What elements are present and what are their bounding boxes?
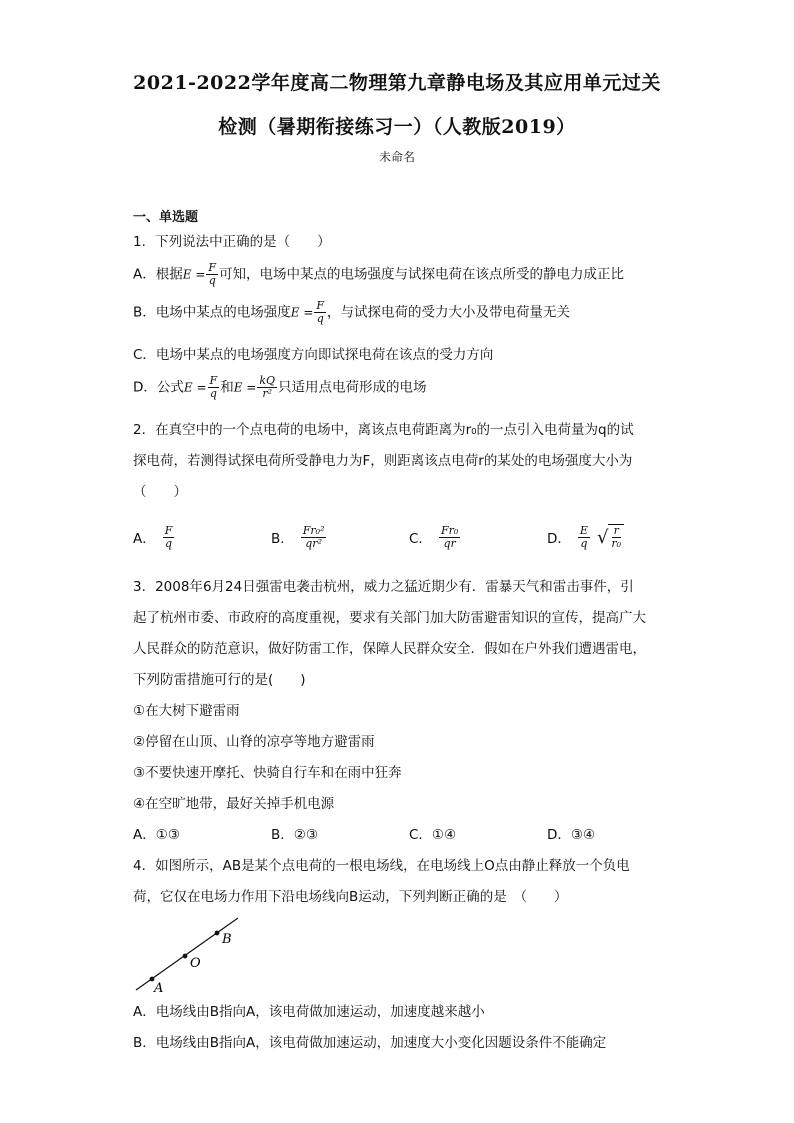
fraction-denominator: q (209, 387, 217, 400)
q4-option-b: B．电场线由B指向A，该电荷做加速运动，加速度大小变化因题设条件不能确定 (133, 1035, 607, 1051)
q1-a-prefix: A．根据 (133, 266, 183, 283)
sqrt-icon: √ (596, 526, 609, 548)
label-o: O (190, 956, 201, 971)
fraction-numerator: kQ (259, 374, 276, 387)
q1-d-eq2-lhs: E = (233, 380, 257, 395)
q2-b-label: B． (271, 531, 294, 547)
q2-c-fraction (439, 525, 460, 550)
q3-option-b: B．②③ (271, 827, 318, 843)
document-title-line1: 2021-2022学年度高二物理第九章静电场及其应用单元过关 (133, 72, 661, 94)
fraction-numerator: Fr₀ (440, 523, 459, 537)
q1-option-c: C．电场中某点的电场强度方向即试探电荷在该点的受力方向 (133, 347, 494, 363)
document-title-line2: 检测（暑期衔接练习一）（人教版2019） (218, 116, 576, 138)
q2-line3: （ ） (133, 484, 187, 500)
document-subtitle: 未命名 (378, 150, 415, 164)
q4-option-a: A．电场线由B指向A，该电荷做加速运动，加速度越来越小 (133, 1004, 485, 1020)
q2-c-label: C． (409, 531, 432, 547)
q2-line1: 2．在真空中的一个点电荷的电场中，离该点电荷距离为r₀的一点引入电荷量为q的试 (133, 422, 634, 438)
q3-line4: 下列防雷措施可行的是( ) (133, 672, 306, 688)
fraction-numerator: F (209, 374, 218, 387)
fraction-denominator: q (208, 274, 216, 287)
q2-options-row (133, 522, 653, 552)
q3-item-1: ①在大树下避雷雨 (133, 703, 240, 719)
fraction-denominator: q (316, 312, 324, 325)
electric-field-line-figure (130, 910, 260, 995)
q4-line1: 4．如图所示，AB是某个点电荷的一根电场线，在电场线上O点由静止释放一个负电 (133, 858, 630, 874)
q1-d-eq1-lhs: E = (183, 380, 207, 395)
q2-d-label: D． (547, 531, 571, 547)
q3-line3: 人民群众的防范意识，做好防雷工作，保障人民群众安全．假如在户外我们遭遇雷电， (133, 641, 646, 657)
q1-b-prefix: B．电场中某点的电场强度 (133, 304, 291, 321)
fraction-denominator: r₀ (611, 537, 622, 550)
q1-d-prefix: D．公式 (133, 379, 184, 396)
q2-d-sqrt (597, 524, 624, 550)
point-b-dot (215, 931, 220, 936)
fraction-numerator: F (316, 299, 325, 312)
q1-d-fraction-2 (257, 375, 277, 400)
q2-a-label: A． (133, 531, 156, 547)
q3-option-d: D．③④ (547, 827, 596, 843)
q3-option-a: A．①③ (133, 827, 180, 843)
fraction-numerator: F (164, 523, 173, 537)
q2-option-c (409, 522, 461, 552)
q2-option-b (271, 522, 327, 552)
q3-line2: 起了杭州市委、市政府的高度重视，要求有关部门加大防雷避雷知识的宣传，提高广大 (133, 610, 646, 626)
q2-a-fraction (163, 525, 175, 550)
q1-d-fraction-1 (208, 375, 220, 400)
q4-line2: 荷，它仅在电场力作用下沿电场线向B运动，下列判断正确的是 （ ） (133, 889, 568, 905)
q1-a-suffix: 可知，电场中某点的电场强度与试探电荷在该点所受的静电力成正比 (219, 266, 625, 283)
q1-option-a (133, 262, 624, 287)
q2-option-a (133, 522, 175, 552)
label-b: B (222, 932, 232, 947)
q3-item-3: ③不要快速开摩托、快骑自行车和在雨中狂奔 (133, 765, 402, 781)
q3-item-2: ②停留在山顶、山脊的凉亭等地方避雷雨 (133, 734, 375, 750)
fraction-numerator: Fr₀² (302, 523, 325, 537)
q1-d-suffix: 只适用点电荷形成的电场 (278, 379, 427, 396)
fraction-denominator: q (580, 536, 588, 550)
fraction-numerator: E (579, 523, 588, 537)
q2-d-fraction (578, 525, 590, 550)
q1-d-mid: 和 (220, 379, 234, 396)
q1-b-eq-lhs: E = (290, 305, 314, 320)
section-heading: 一、单选题 (133, 210, 199, 225)
q2-option-d (547, 522, 624, 552)
fraction-numerator: r (613, 524, 619, 537)
q3-item-4: ④在空旷地带，最好关掉手机电源 (133, 796, 335, 812)
q1-b-fraction (314, 300, 326, 325)
q3-option-c: C．①④ (409, 827, 457, 843)
fraction-numerator: F (208, 261, 217, 274)
fraction-denominator: q (165, 536, 173, 550)
point-o-dot (183, 954, 188, 959)
label-a: A (154, 981, 164, 995)
q2-d-sqrt-fraction (609, 525, 623, 550)
q1-a-eq-lhs: E = (182, 267, 206, 282)
q1-option-d (133, 375, 427, 400)
q3-line1: 3．2008年6月24日强雷电袭击杭州，威力之猛近期少有．雷暴天气和雷击事件，引 (133, 579, 634, 595)
q2-b-fraction (301, 525, 327, 550)
q1-a-fraction (206, 262, 218, 287)
fraction-denominator: qr (443, 536, 456, 550)
q1-b-suffix: ，与试探电荷的受力大小及带电荷量无关 (327, 304, 571, 321)
q1-stem: 1．下列说法中正确的是（ ） (133, 234, 331, 250)
fraction-denominator: qr² (305, 536, 322, 550)
q2-options (0, 522, 794, 554)
fraction-denominator: r² (262, 387, 272, 400)
q2-line2: 探电荷，若测得试探电荷所受静电力为F，则距离该点电荷r的某处的电场强度大小为 (133, 453, 633, 469)
q1-option-b (133, 300, 570, 325)
